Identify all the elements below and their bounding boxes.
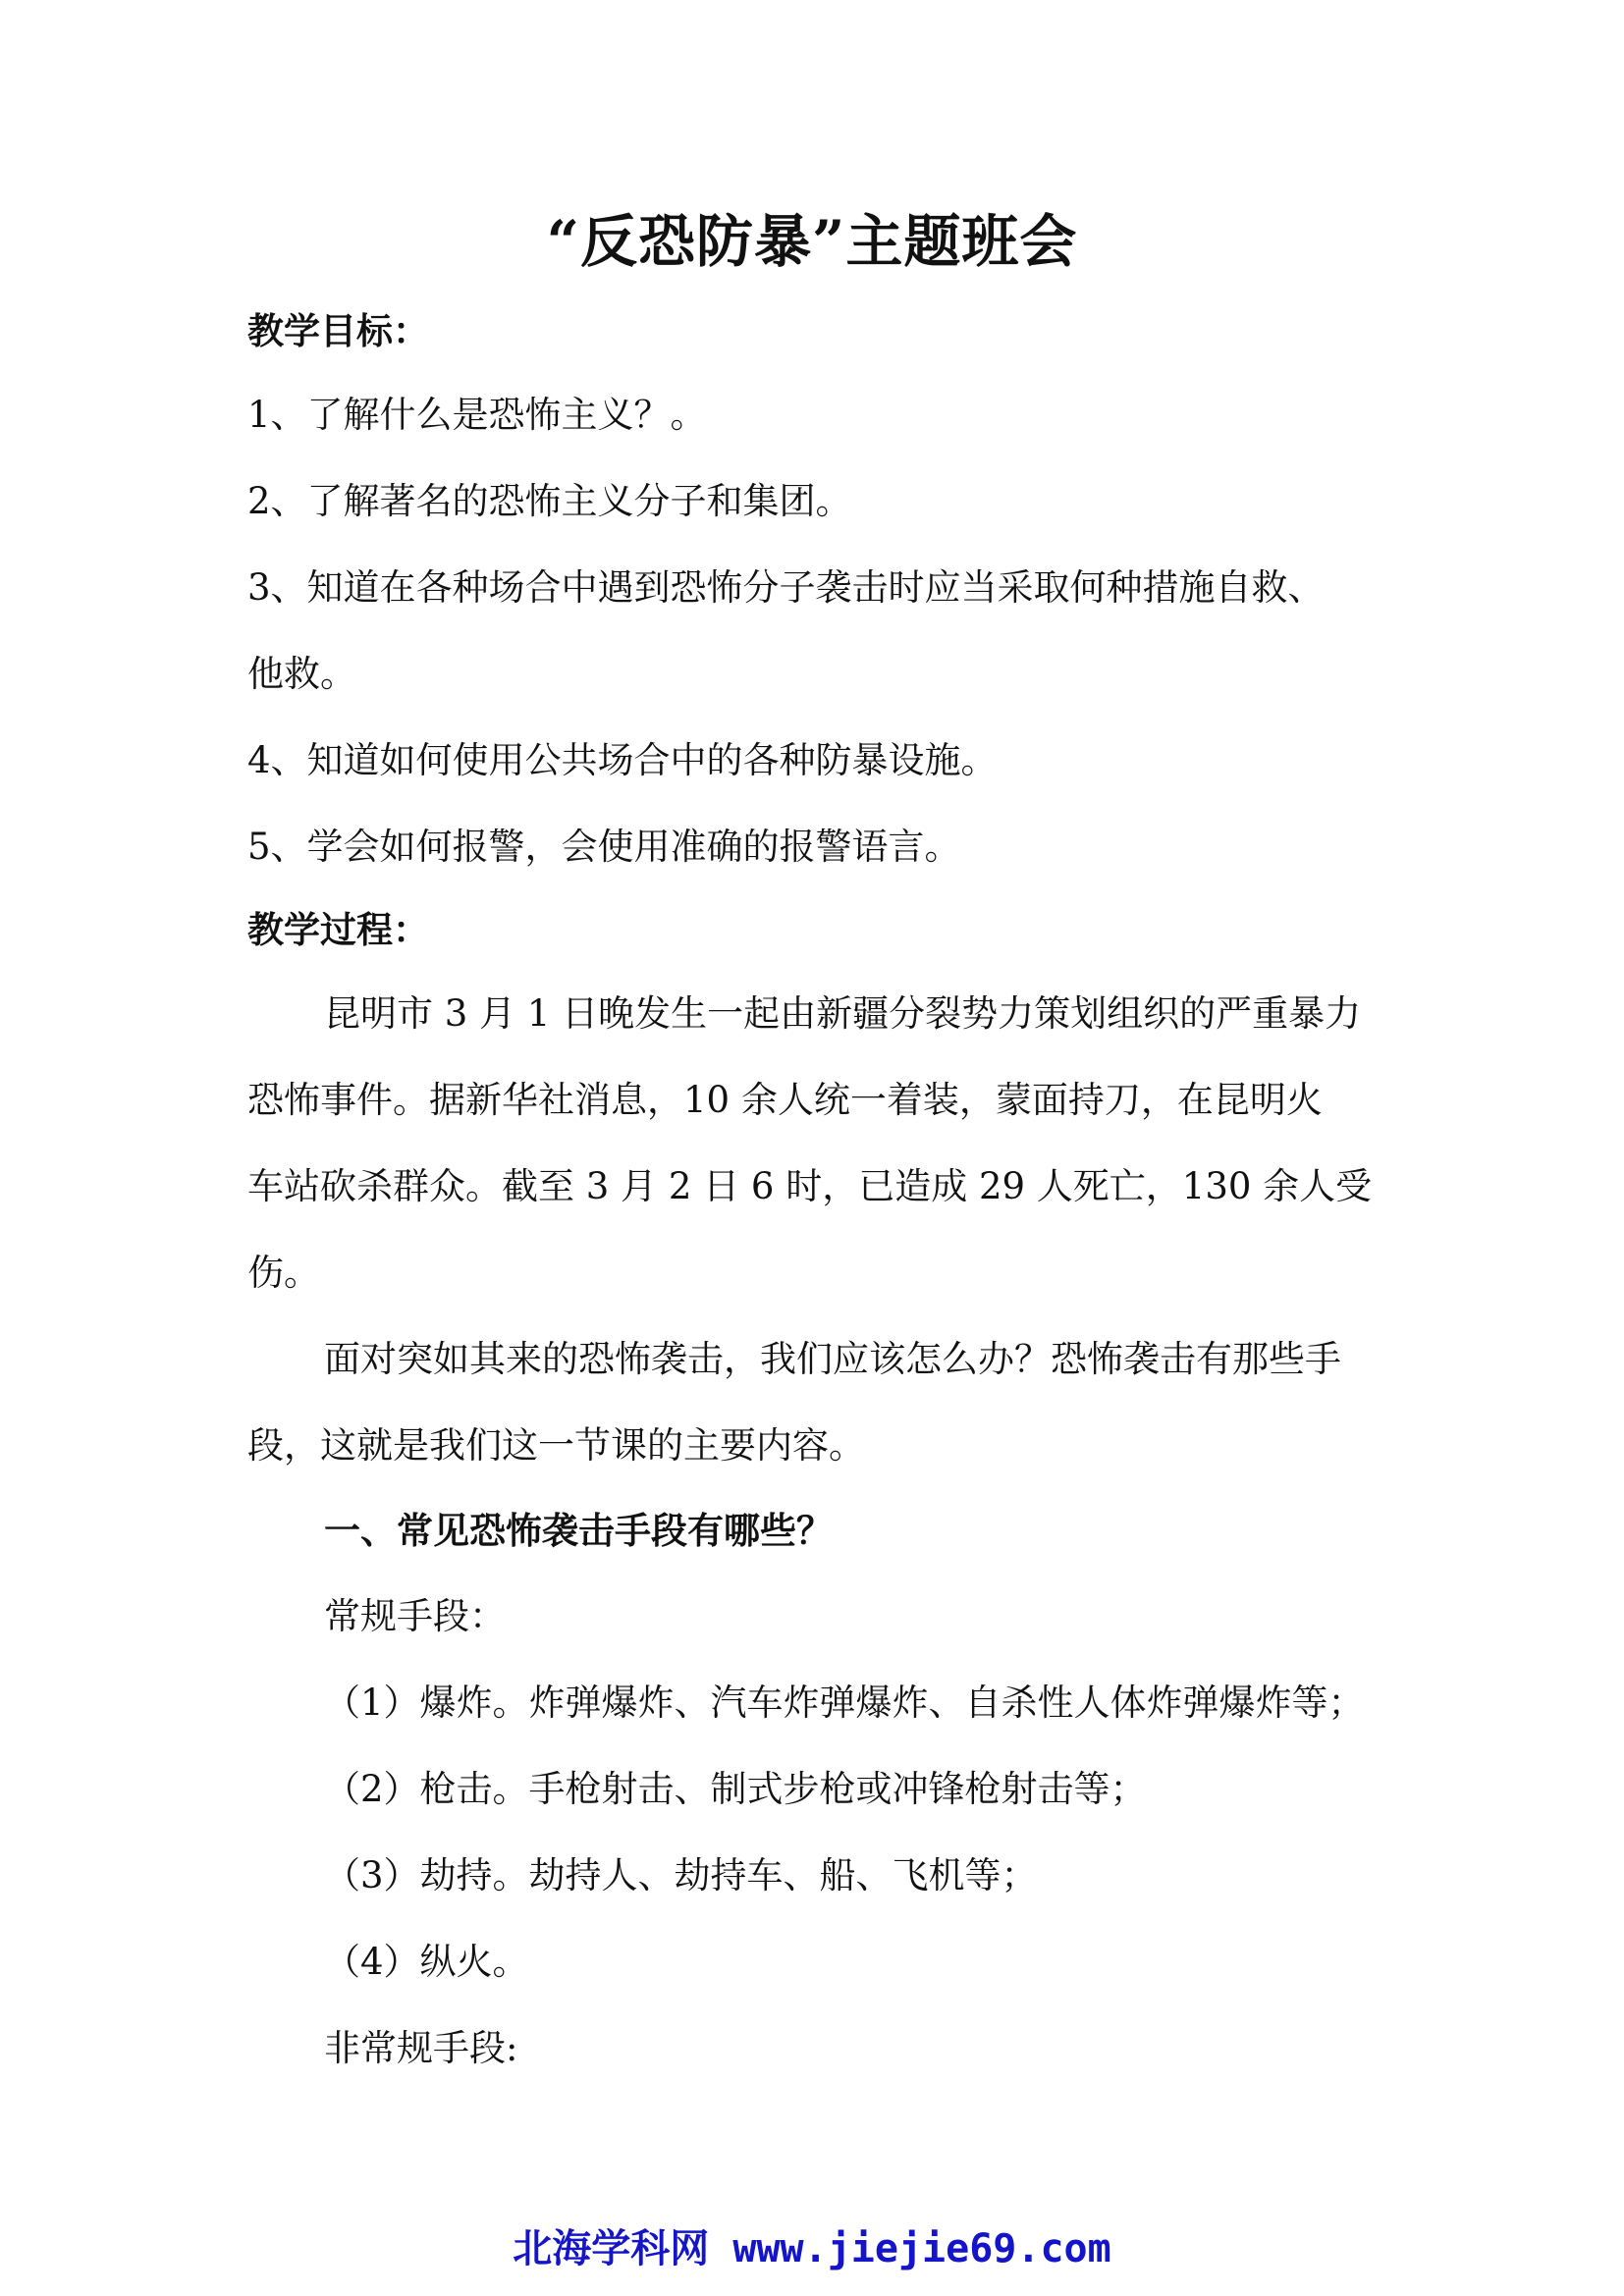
- objective-item-5: 5、学会如何报警，会使用准确的报警语言。: [247, 826, 961, 868]
- section-heading-process: 教学过程：: [247, 908, 429, 951]
- objective-item-3-cont: 他救。: [247, 653, 356, 695]
- subheading-attack-methods: 一、常见恐怖袭击手段有哪些？: [324, 1509, 833, 1552]
- paragraph-line: 伤。: [247, 1252, 320, 1294]
- objective-item-1: 1、了解什么是恐怖主义？。: [247, 394, 707, 436]
- objective-item-4: 4、知道如何使用公共场合中的各种防暴设施。: [247, 739, 998, 781]
- conventional-item-1: （1）爆炸。炸弹爆炸、汽车炸弹爆炸、自杀性人体炸弹爆炸等；: [324, 1682, 1365, 1724]
- paragraph-line: 车站砍杀群众。截至 3 月 2 日 6 时，已造成 29 人死亡，130 余人受: [247, 1165, 1373, 1207]
- paragraph-line: 面对突如其来的恐怖袭击，我们应该怎么办？恐怖袭击有那些手: [324, 1338, 1341, 1380]
- objective-item-2: 2、了解著名的恐怖主义分子和集团。: [247, 480, 852, 522]
- page-title: “反恐防暴”主题班会: [546, 208, 1078, 275]
- conventional-item-2: （2）枪击。手枪射击、制式步枪或冲锋枪射击等；: [324, 1768, 1147, 1810]
- footer-watermark: 北海学科网 www.jiejie69.com: [513, 2226, 1111, 2271]
- paragraph-line: 段，这就是我们这一节课的主要内容。: [247, 1424, 865, 1467]
- conventional-label: 常规手段：: [324, 1595, 506, 1637]
- objective-item-3: 3、知道在各种场合中遇到恐怖分子袭击时应当采取何种措施自救、: [247, 566, 1325, 609]
- paragraph-line: 昆明市 3 月 1 日晚发生一起由新疆分裂势力策划组织的严重暴力: [324, 992, 1362, 1035]
- paragraph-line: 恐怖事件。据新华社消息，10 余人统一着装，蒙面持刀，在昆明火: [247, 1079, 1323, 1121]
- conventional-item-4: （4）纵火。: [324, 1941, 529, 1983]
- conventional-item-3: （3）劫持。劫持人、劫持车、船、飞机等；: [324, 1854, 1038, 1896]
- section-heading-objectives: 教学目标：: [247, 309, 429, 352]
- unconventional-label: 非常规手段:: [324, 2027, 518, 2069]
